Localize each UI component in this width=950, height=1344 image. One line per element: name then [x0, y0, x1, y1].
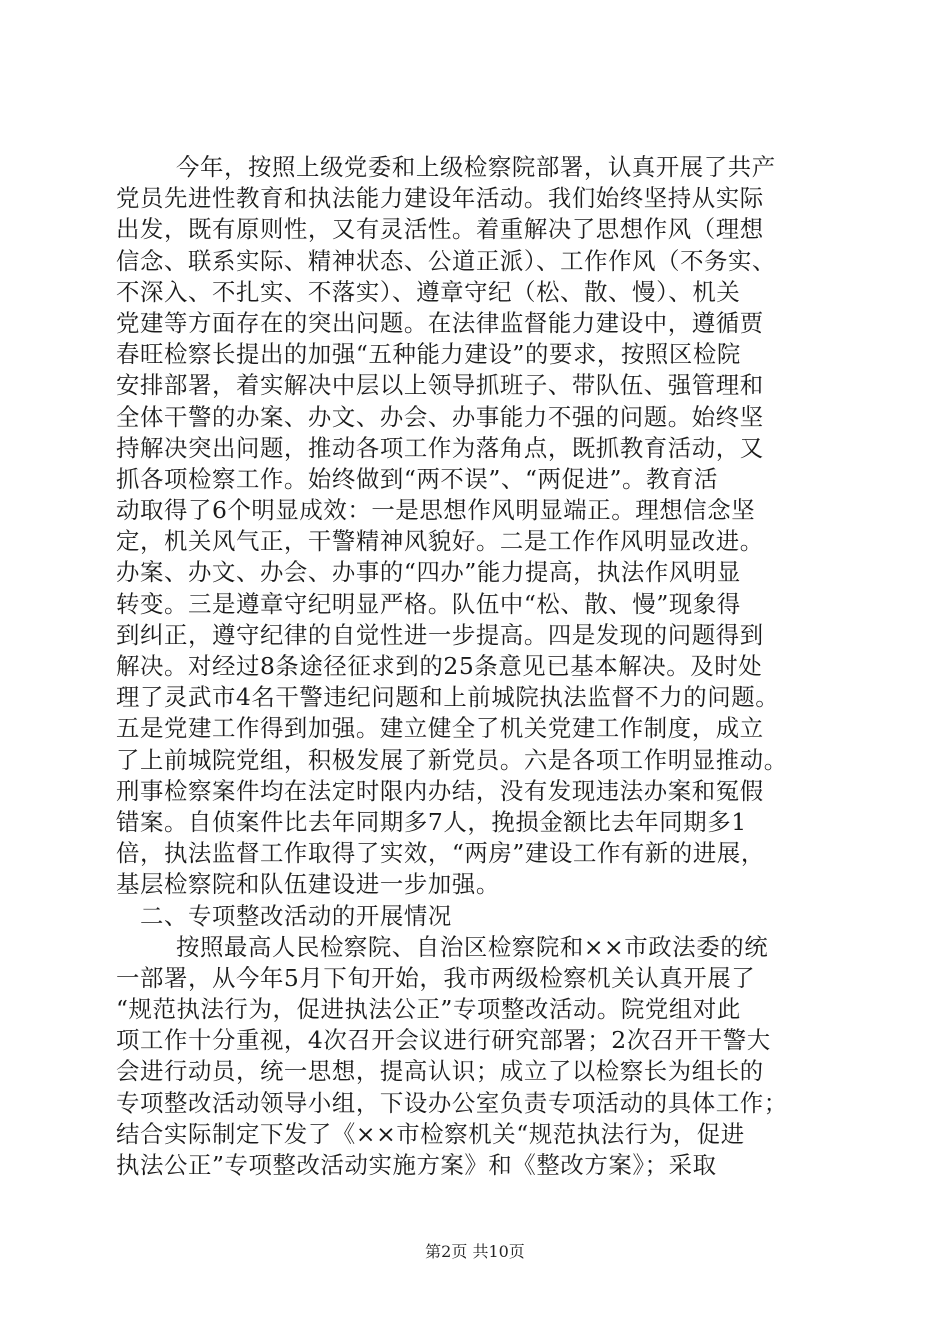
paragraph-line: 出发，既有原则性，又有灵活性。着重解决了思想作风（理想 — [116, 215, 764, 244]
paragraph-line: 党员先进性教育和执法能力建设年活动。我们始终坚持从实际 — [116, 184, 764, 213]
paragraph-line: 一部署，从今年5月下旬开始，我市两级检察机关认真开展了 — [116, 963, 756, 992]
paragraph-line: 党建等方面存在的突出问题。在法律监督能力建设中，遵循贾 — [116, 308, 764, 337]
paragraph-line: 解决。对经过8条途径征求到的25条意见已基本解决。及时处 — [116, 652, 763, 680]
section-heading: 二、专项整改活动的开展情况 — [140, 901, 452, 930]
paragraph-line: 到纠正，遵守纪律的自觉性进一步提高。四是发现的问题得到 — [116, 620, 764, 649]
paragraph-line: 刑事检察案件均在法定时限内办结，没有发现违法办案和冤假 — [116, 776, 764, 805]
paragraph-line: 办案、办文、办会、办事的“四办”能力提高，执法作风明显 — [116, 558, 741, 587]
paragraph-line: 会进行动员，统一思想，提高认识；成立了以检察长为组长的 — [116, 1057, 764, 1086]
paragraph-line: 倍，执法监督工作取得了实效，“两房”建设工作有新的进展， — [116, 839, 765, 868]
paragraph-line: 今年，按照上级党委和上级检察院部署，认真开展了共产 — [176, 153, 776, 181]
paragraph-line: 了上前城院党组，积极发展了新党员。六是各项工作明显推动。 — [116, 745, 788, 774]
paragraph-line: 不深入、不扎实、不落实）、遵章守纪（松、散、慢）、机关 — [116, 277, 741, 306]
paragraph-line: “规范执法行为，促进执法公正”专项整改活动。院党组对此 — [116, 995, 741, 1024]
paragraph-line: 结合实际制定下发了《××市检察机关“规范执法行为，促进 — [116, 1119, 745, 1148]
paragraph-line: 安排部署，着实解决中层以上领导抓班子、带队伍、强管理和 — [116, 371, 764, 400]
paragraph-line: 项工作十分重视，4次召开会议进行研究部署；2次召开干警大 — [116, 1026, 771, 1055]
paragraph-line: 信念、联系实际、精神状态、公道正派）、工作作风（不务实、 — [116, 246, 777, 275]
paragraph-line: 错案。自侦案件比去年同期多7人，挽损金额比去年同期多1 — [116, 807, 747, 836]
paragraph-line: 按照最高人民检察院、自治区检察院和××市政法委的统 — [176, 932, 769, 961]
paragraph-line: 动取得了6个明显成效：一是思想作风明显端正。理想信念坚 — [116, 496, 756, 525]
page-number-footer: 第2页 共10页 — [425, 1242, 525, 1261]
paragraph-line: 抓各项检察工作。始终做到“两不误”、“两促进”。教育活 — [116, 464, 719, 493]
paragraph-line: 五是党建工作得到加强。建立健全了机关党建工作制度，成立 — [116, 714, 764, 743]
paragraph-line: 持解决突出问题，推动各项工作为落角点，既抓教育活动，又 — [116, 433, 764, 462]
paragraph-line: 执法公正”专项整改活动实施方案》和《整改方案》；采取 — [116, 1151, 717, 1179]
paragraph-line: 理了灵武市4名干警违纪问题和上前城院执法监督不力的问题。 — [116, 683, 780, 712]
paragraph-line: 定，机关风气正，干警精神风貌好。二是工作作风明显改进。 — [116, 527, 764, 556]
paragraph-line: 专项整改活动领导小组，下设办公室负责专项活动的具体工作； — [116, 1088, 788, 1117]
paragraph-line: 春旺检察长提出的加强“五种能力建设”的要求，按照区检院 — [116, 340, 741, 369]
paragraph-line: 基层检察院和队伍建设进一步加强。 — [116, 870, 500, 899]
paragraph-line: 全体干警的办案、办文、办会、办事能力不强的问题。始终坚 — [116, 402, 764, 431]
document-body — [116, 152, 836, 1181]
paragraph-line: 转变。三是遵章守纪明显严格。队伍中“松、散、慢”现象得 — [116, 589, 741, 618]
